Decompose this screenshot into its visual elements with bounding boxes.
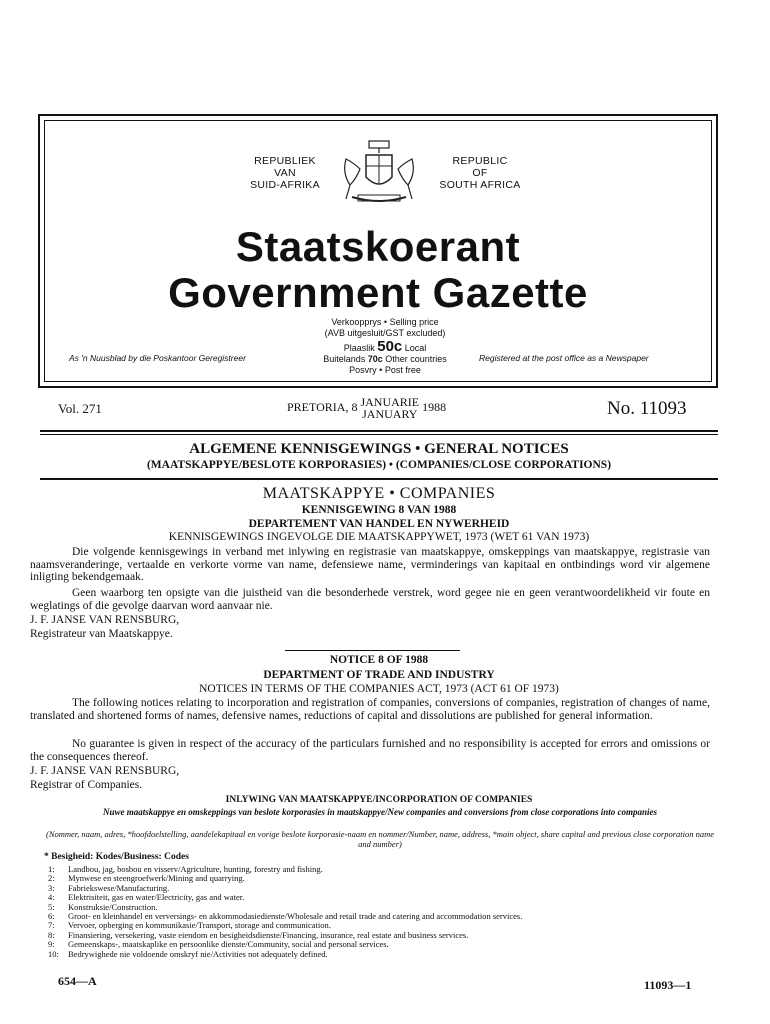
incorporation-subheading: Nuwe maatskappye en omskeppings van beslote korporasies in maatskappye/New companies and conversions from close corporations into companies (102, 807, 657, 817)
code-number: 1: (48, 864, 55, 874)
code-number: 10: (48, 948, 59, 959)
registration-note-en: Registered at the post office as a Newspaper (479, 353, 649, 363)
signatory-en: J. F. JANSE VAN RENSBURG, (30, 765, 180, 777)
divider (40, 478, 718, 480)
selling-price: Verkoopprys • Selling price (331, 317, 439, 327)
republic-af-line: VAN (274, 167, 296, 179)
code-number: 4: (48, 892, 55, 903)
divider (40, 434, 718, 435)
issue-place: PRETORIA, 8 (287, 399, 358, 414)
other-price-prefix: Buitelands (323, 354, 366, 364)
notice-heading: MAATSKAPPYE • COMPANIES (262, 485, 496, 502)
code-text: Finansiering, versekering, vaste eiendom en besigheidsdienste/Financing, insurance, real estate and business services. (68, 929, 469, 940)
issue-year: 1988 (422, 399, 447, 414)
issue-month (360, 396, 419, 420)
section-title: ALGEMENE KENNISGEWINGS • GENERAL NOTICES (189, 441, 569, 457)
code-row (48, 950, 708, 959)
code-number: 3: (48, 882, 55, 893)
department-en: DEPARTMENT OF TRADE AND INDUSTRY (263, 669, 495, 681)
paragraph-af-1: Die volgende kennisgewings in verband met inlywing en registrasie van maatskappye, omskeppings van maatskappye, registrasie van naamsveranderinge, vertaalde en verkorte vorme van name, defensiewe name, verminderings van kapitaal en ontbindings word vir algemene inligting bekendgemaak. (30, 546, 710, 583)
local-price-prefix: Plaaslik (343, 343, 375, 353)
code-text: Mynwese en steengroefwerk/Mining and quarrying. (68, 873, 245, 884)
month-en: JANUARY (362, 407, 418, 421)
section-subtitle: (MAATSKAPPYE/BESLOTE KORPORASIES) • (COMPANIES/CLOSE CORPORATIONS) (146, 459, 612, 471)
local-price (285, 338, 485, 355)
republic-af-line: SUID-AFRIKA (250, 179, 320, 191)
other-price-suffix: Other countries (385, 354, 447, 364)
issue-date (287, 396, 446, 420)
republic-en-line: SOUTH AFRICA (439, 179, 521, 191)
code-text: Vervoer, opberging en kommunikasie/Transport, storage and communication. (68, 920, 331, 931)
title-afrikaans: Staatskoerant (235, 223, 521, 270)
code-text: Groot- en kleinhandel en verversings- en akkommodasiedienste/Wholesale and retail trade and catering and accommodation services. (68, 911, 523, 922)
code-number: 6: (48, 911, 55, 922)
code-text: Gemeenskaps-, maatskaplike en persoonlike dienste/Community, social and personal services. (68, 939, 389, 950)
paragraph-af-2: Geen waarborg ten opsigte van die juistheid van die besonderhede verstrek, word gegee nie en geen verantwoordelikheid vir foute en weglatings of die gevolge daarvan word aanvaar nie. (30, 587, 710, 612)
code-text: Elektrisiteit, gas en water/Electricity, gas and water. (68, 892, 245, 903)
volume: Vol. 271 (58, 401, 102, 416)
masthead (38, 114, 718, 388)
footer-left: 654—A (58, 974, 97, 988)
postage-note: Posvry • Post free (349, 365, 421, 375)
local-price-suffix: Local (404, 343, 427, 353)
signatory-af: J. F. JANSE VAN RENSBURG, (30, 614, 180, 626)
registration-note-af: As 'n Nuusblad by die Poskantoor Geregistreer (69, 353, 246, 363)
act-af: KENNISGEWINGS INGEVOLGE DIE MAATSKAPPYWET, 1973 (WET 61 VAN 1973) (168, 531, 590, 543)
act-en: NOTICES IN TERMS OF THE COMPANIES ACT, 1973 (ACT 61 OF 1973) (199, 683, 559, 695)
republic-af-line: REPUBLIEK (254, 155, 316, 167)
code-number: 2: (48, 873, 55, 884)
code-text: Fabriekswese/Manufacturing. (68, 882, 170, 893)
local-price-value: 50c (377, 338, 403, 355)
notice-number-af: KENNISGEWING 8 VAN 1988 (301, 504, 457, 516)
role-en: Registrar of Companies. (30, 779, 143, 791)
coat-of-arms-icon (336, 139, 422, 211)
department-af: DEPARTEMENT VAN HANDEL EN NYWERHEID (248, 518, 510, 530)
footer-right: 11093—1 (644, 978, 692, 992)
incorporation-legend: (Nommer, naam, adres, *hoofdoelstelling, aandelekapitaal en vorige beslote korporasie-naam en nommer/Number, name, address, *main object, share capital and previous close corporation name and number) (45, 829, 715, 849)
republic-af (235, 155, 335, 191)
code-text: Bedrywighede nie voldoende omskryf nie/Activities not adequately defined. (68, 948, 328, 959)
paragraph-en-1: The following notices relating to incorporation and registration of companies, conversions of companies, registration of changes of name, translated and shortened forms of names, defensive names, reductions of capital and dissolutions are published for general information. (30, 697, 710, 722)
paragraph-en-2: No guarantee is given in respect of the accuracy of the particulars furnished and no responsibility is accepted for errors and omissions or the consequences thereof. (30, 738, 710, 763)
issue-number: No. 11093 (607, 398, 687, 419)
code-text: Landbou, jag, bosbou en visserv/Agriculture, hunting, forestry and fishing. (68, 864, 323, 874)
incorporation-heading: INLYWING VAN MAATSKAPPYE/INCORPORATION OF COMPANIES (225, 795, 533, 805)
other-price-value: 70c (367, 354, 383, 364)
codes-list (48, 865, 708, 959)
code-number: 9: (48, 939, 55, 950)
other-price (285, 354, 485, 365)
republic-en-line: REPUBLIC (452, 155, 508, 167)
republic-en-line: OF (472, 167, 488, 179)
month-af: JANUARIE (360, 395, 420, 409)
short-divider (285, 650, 460, 651)
code-text: Konstruksie/Construction. (68, 901, 158, 912)
code-number: 8: (48, 929, 55, 940)
notice-number-en: NOTICE 8 OF 1988 (329, 654, 429, 666)
vat-note: (AVB uitgesluit/GST excluded) (324, 328, 446, 338)
title-english: Government Gazette (168, 269, 588, 316)
code-number: 5: (48, 901, 55, 912)
divider (40, 430, 718, 432)
masthead-inner-frame (44, 120, 712, 382)
codes-title: * Besigheid: Kodes/Business: Codes (44, 852, 189, 862)
role-af: Registrateur van Maatskappye. (30, 628, 173, 640)
republic-en (425, 155, 535, 191)
code-number: 7: (48, 920, 55, 931)
